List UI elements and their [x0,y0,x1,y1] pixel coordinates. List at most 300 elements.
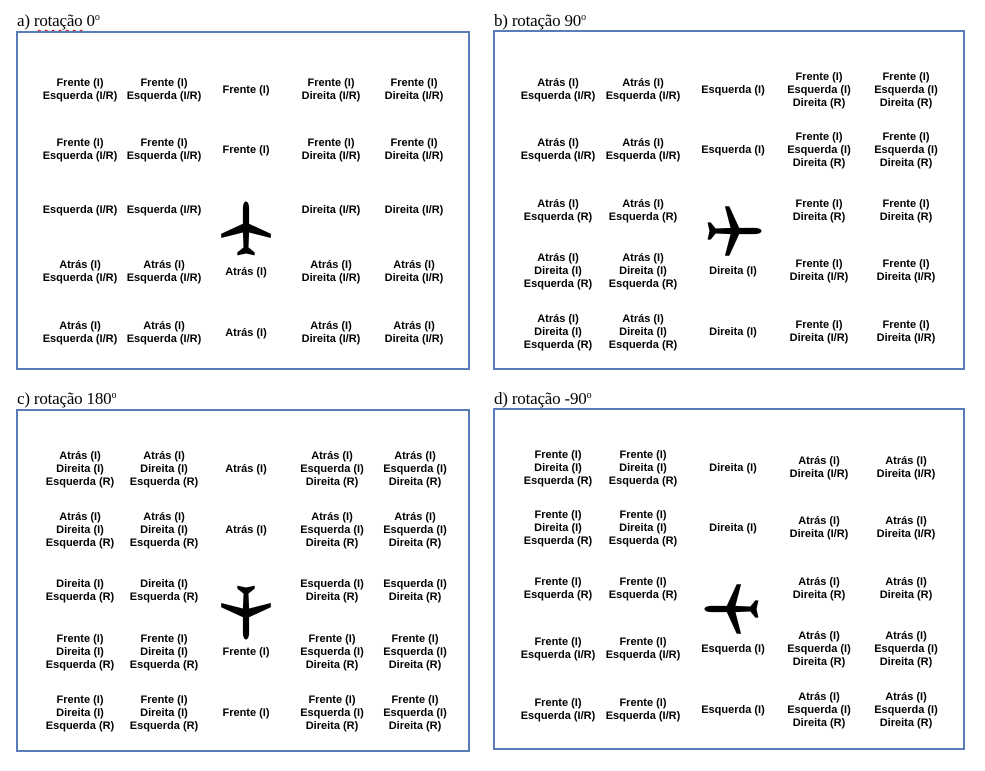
direction-label: Atrás (I) [143,510,185,523]
direction-label: Direita (I) [140,523,188,536]
direction-cell [200,121,292,179]
direction-label: Direita (I) [140,462,188,475]
direction-lines [302,77,361,103]
direction-label: Esquerda (I) [787,642,851,655]
direction-label: Esquerda (I/R) [605,150,681,162]
direction-label: Esquerda (I) [874,143,938,156]
direction-cell [286,562,378,620]
direction-cell [773,182,865,240]
direction-label: Direita (R) [792,211,846,223]
direction-label: Atrás (I) [885,576,927,588]
direction-label: Atrás (I) [143,449,185,462]
caption-value: 90 [560,11,582,30]
direction-lines [790,515,849,541]
direction-label: Direita (R) [792,716,846,729]
direction-label: Esquerda (I) [383,523,447,536]
direction-label: Frente (I) [882,198,930,210]
direction-cell [597,182,689,240]
direction-label: Direita (R) [388,591,442,603]
direction-cell [773,61,865,119]
direction-label: Atrás (I) [885,690,927,703]
direction-label: Frente (I) [619,576,667,588]
direction-cell [687,499,779,557]
direction-label: Frente (I) [795,70,843,83]
direction-cell [34,61,126,119]
direction-cell [860,61,952,119]
direction-cell [200,501,292,559]
direction-lines [127,137,202,163]
direction-cell [285,121,377,179]
direction-label: Atrás (I) [394,510,436,523]
direction-label: Frente (I) [56,77,104,89]
direction-lines [606,636,681,662]
direction-label: Esquerda (R) [608,534,678,547]
direction-cell [286,623,378,681]
direction-label: Atrás (I) [885,455,927,467]
direction-label: Esquerda (I) [874,642,938,655]
direction-lines [606,697,681,723]
direction-cell [285,61,377,119]
direction-label: Esquerda (I) [787,143,851,156]
direction-lines [130,694,198,733]
direction-label: Direita (I/R) [384,272,444,284]
direction-label: Esquerda (R) [129,658,199,671]
direction-label: Direita (I) [140,578,188,590]
direction-cell [286,501,378,559]
panel-a-caption [17,8,100,31]
direction-lines [225,463,267,476]
direction-cell [860,121,952,179]
direction-label: Direita (I) [56,578,104,590]
direction-label: Direita (I) [619,461,667,474]
direction-label: Atrás (I) [143,320,185,332]
direction-label: Frente (I) [222,143,270,156]
direction-label: Esquerda (I/R) [520,649,596,661]
direction-label: Direita (I) [619,264,667,277]
direction-cell [512,681,604,739]
direction-label: Direita (I/R) [789,271,849,283]
degree-mark: o [581,12,586,23]
direction-cell [118,304,210,362]
direction-label: Frente (I) [795,198,843,210]
direction-lines [874,630,938,669]
direction-label: Direita (R) [792,96,846,109]
direction-lines [46,633,114,672]
direction-lines [877,515,936,541]
direction-cell [118,623,210,681]
direction-label: Direita (I) [619,325,667,338]
direction-label: Atrás (I) [537,137,579,149]
direction-label: Frente (I) [307,77,355,89]
direction-cell [597,681,689,739]
direction-lines [524,252,592,291]
direction-label: Frente (I) [534,508,582,521]
degree-mark: o [94,12,100,23]
direction-label: Direita (I/R) [301,203,361,216]
direction-cell [687,681,779,739]
direction-cell [687,439,779,497]
direction-cell [512,499,604,557]
direction-cell [860,439,952,497]
direction-label: Direita (R) [388,475,442,488]
direction-cell [773,681,865,739]
direction-label: Esquerda (I/R) [126,272,202,284]
direction-label: Frente (I) [390,137,438,149]
direction-label: Atrás (I) [311,449,353,462]
direction-label: Frente (I) [140,77,188,89]
direction-cell [200,623,292,681]
direction-lines [225,266,267,279]
direction-label: Direita (R) [305,591,359,603]
direction-label: Atrás (I) [393,259,435,271]
direction-cell [512,303,604,361]
direction-lines [524,576,592,602]
direction-cell [860,499,952,557]
direction-label: Frente (I) [795,130,843,143]
direction-lines [46,511,114,550]
direction-cell [34,304,126,362]
direction-label: Frente (I) [56,693,104,706]
direction-label: Direita (I) [709,325,757,338]
direction-lines [300,694,364,733]
direction-label: Esquerda (R) [608,277,678,290]
direction-lines [130,633,198,672]
direction-label: Direita (R) [792,156,846,169]
direction-lines [790,455,849,481]
direction-label: Esquerda (I/R) [520,150,596,162]
direction-cell [773,303,865,361]
direction-label: Esquerda (R) [608,211,678,223]
direction-lines [130,511,198,550]
direction-label: Direita (I/R) [876,332,936,344]
direction-lines [225,327,267,340]
direction-label: Direita (I) [140,706,188,719]
direction-label: Esquerda (I/R) [520,710,596,722]
direction-lines [609,252,677,291]
direction-label: Direita (I) [709,461,757,474]
direction-label: Frente (I) [56,137,104,149]
direction-cell [512,61,604,119]
degree-mark: o [586,390,592,401]
direction-label: Frente (I) [534,636,582,648]
direction-lines [787,131,851,170]
direction-lines [877,319,936,345]
direction-cell [687,620,779,678]
direction-cell [860,242,952,300]
direction-label: Direita (R) [388,719,442,732]
direction-lines [222,84,269,97]
direction-label: Direita (R) [305,719,359,732]
direction-label: Esquerda (R) [523,277,593,290]
direction-label: Esquerda (R) [129,475,199,488]
direction-lines [524,313,592,352]
direction-label: Esquerda (I/R) [605,649,681,661]
direction-label: Atrás (I) [622,77,664,89]
direction-label: Esquerda (R) [129,536,199,549]
direction-lines [609,509,677,548]
direction-lines [127,259,202,285]
direction-label: Esquerda (I/R) [42,272,118,284]
direction-lines [302,320,361,346]
direction-label: Esquerda (I/R) [126,150,202,162]
direction-label: Frente (I) [882,130,930,143]
direction-label: Direita (I/R) [384,333,444,345]
direction-lines [130,578,198,604]
direction-label: Frente (I) [882,319,930,331]
direction-cell [118,61,210,119]
direction-label: Direita (I/R) [876,528,936,540]
direction-label: Esquerda (I) [300,523,364,536]
panel-c [16,409,470,752]
direction-lines [524,449,592,488]
direction-lines [385,204,444,217]
direction-cell [773,620,865,678]
direction-label: Esquerda (I/R) [42,90,118,102]
direction-lines [383,633,447,672]
direction-label: Frente (I) [222,706,270,719]
direction-cell [34,562,126,620]
direction-label: Frente (I) [391,693,439,706]
caption-prefix: d) [494,389,512,408]
direction-label: Direita (R) [388,536,442,549]
direction-lines [225,524,267,537]
direction-cell [597,121,689,179]
degree-mark: o [111,390,117,401]
direction-lines [874,71,938,110]
direction-label: Frente (I) [534,697,582,709]
direction-lines [385,259,444,285]
direction-cell [34,501,126,559]
direction-cell [368,304,460,362]
direction-lines [222,646,269,659]
direction-cell [860,620,952,678]
direction-label: Atrás (I) [885,629,927,642]
direction-lines [127,77,202,103]
direction-label: Atrás (I) [798,576,840,588]
panel-c-caption [17,386,116,409]
direction-cell [773,499,865,557]
direction-label: Atrás (I) [310,259,352,271]
direction-label: Esquerda (I) [701,143,765,156]
direction-label: Direita (I/R) [876,468,936,480]
direction-label: Direita (I) [140,645,188,658]
direction-label: Direita (I) [56,523,104,536]
direction-lines [302,137,361,163]
direction-label: Frente (I) [619,508,667,521]
direction-lines [222,144,269,157]
direction-cell [285,304,377,362]
direction-lines [302,204,361,217]
direction-label: Direita (R) [792,589,846,601]
direction-label: Direita (I) [534,264,582,277]
direction-label: Esquerda (I/R) [42,203,118,216]
direction-cell [687,303,779,361]
direction-lines [383,450,447,489]
direction-cell [369,684,461,742]
direction-label: Direita (I/R) [301,90,361,102]
direction-label: Atrás (I) [225,326,267,339]
direction-label: Atrás (I) [59,320,101,332]
direction-label: Esquerda (R) [608,589,678,601]
direction-label: Atrás (I) [225,462,267,475]
direction-lines [790,319,849,345]
direction-lines [43,204,118,217]
direction-cell [118,684,210,742]
direction-cell [118,440,210,498]
direction-label: Direita (I) [534,461,582,474]
direction-cell [34,181,126,239]
direction-lines [383,694,447,733]
direction-cell [512,242,604,300]
panel-d-caption [494,386,591,409]
direction-label: Esquerda (R) [523,474,593,487]
direction-cell [368,243,460,301]
direction-lines [793,576,846,602]
direction-cell [200,304,292,362]
direction-cell [597,560,689,618]
direction-lines [524,509,592,548]
direction-label: Atrás (I) [225,265,267,278]
direction-label: Esquerda (R) [523,338,593,351]
direction-label: Atrás (I) [622,198,664,210]
direction-label: Esquerda (I/R) [126,90,202,102]
direction-cell [368,61,460,119]
direction-label: Frente (I) [391,632,439,645]
direction-lines [787,630,851,669]
direction-lines [787,691,851,730]
direction-label: Esquerda (R) [523,211,593,223]
direction-label: Direita (I/R) [384,203,444,216]
direction-lines [521,137,596,163]
direction-label: Esquerda (I/R) [42,333,118,345]
direction-cell [687,242,779,300]
direction-label: Atrás (I) [143,259,185,271]
direction-label: Esquerda (R) [45,475,115,488]
direction-cell [118,562,210,620]
direction-label: Esquerda (I) [874,83,938,96]
direction-label: Frente (I) [795,258,843,270]
direction-cell [286,440,378,498]
direction-label: Direita (I/R) [301,150,361,162]
direction-label: Direita (I/R) [301,272,361,284]
direction-cell [34,623,126,681]
direction-cell [285,181,377,239]
direction-cell [34,121,126,179]
direction-label: Esquerda (I) [383,578,447,590]
panel-b [493,30,965,370]
caption-value: 180 [82,389,112,408]
direction-label: Frente (I) [308,693,356,706]
direction-label: Atrás (I) [622,137,664,149]
direction-label: Esquerda (I/R) [605,90,681,102]
direction-label: Direita (I) [709,521,757,534]
direction-lines [46,694,114,733]
direction-cell [512,439,604,497]
direction-cell [773,121,865,179]
direction-label: Direita (I) [709,264,757,277]
direction-label: Atrás (I) [885,515,927,527]
direction-label: Direita (R) [879,211,933,223]
direction-label: Esquerda (I) [300,645,364,658]
direction-label: Frente (I) [882,70,930,83]
direction-label: Esquerda (R) [129,719,199,732]
direction-label: Frente (I) [882,258,930,270]
direction-cell [285,243,377,301]
direction-lines [43,259,118,285]
direction-label: Frente (I) [140,137,188,149]
direction-label: Direita (I) [534,521,582,534]
direction-label: Esquerda (I) [787,83,851,96]
direction-label: Direita (I) [619,521,667,534]
direction-cell [597,303,689,361]
caption-prefix: a) [17,11,34,30]
direction-lines [43,320,118,346]
direction-label: Atrás (I) [537,198,579,210]
direction-label: Atrás (I) [59,510,101,523]
direction-label: Direita (I) [534,325,582,338]
direction-label: Esquerda (R) [608,474,678,487]
direction-cell [512,121,604,179]
direction-lines [701,144,765,157]
direction-label: Direita (R) [305,658,359,671]
direction-label: Atrás (I) [622,251,664,264]
direction-lines [609,576,677,602]
direction-label: Atrás (I) [798,629,840,642]
direction-label: Atrás (I) [311,510,353,523]
direction-lines [385,137,444,163]
direction-label: Direita (I/R) [384,150,444,162]
direction-label: Direita (R) [879,716,933,729]
direction-lines [46,450,114,489]
direction-cell [369,562,461,620]
direction-label: Esquerda (R) [129,591,199,603]
direction-lines [46,578,114,604]
direction-label: Direita (I/R) [789,332,849,344]
direction-label: Frente (I) [619,697,667,709]
direction-lines [385,77,444,103]
direction-lines [383,578,447,604]
direction-lines [521,636,596,662]
direction-lines [874,691,938,730]
direction-cell [200,440,292,498]
direction-label: Direita (R) [305,536,359,549]
direction-cell [773,439,865,497]
direction-label: Atrás (I) [622,312,664,325]
direction-lines [300,578,364,604]
direction-lines [300,450,364,489]
direction-label: Direita (R) [792,655,846,668]
direction-label: Direita (R) [879,96,933,109]
direction-label: Esquerda (I) [701,642,765,655]
direction-label: Esquerda (I) [383,462,447,475]
direction-label: Direita (I/R) [384,90,444,102]
direction-label: Direita (I) [56,462,104,475]
direction-label: Esquerda (I/R) [42,150,118,162]
direction-label: Direita (I) [56,645,104,658]
direction-lines [790,258,849,284]
direction-cell [687,121,779,179]
direction-label: Atrás (I) [394,449,436,462]
direction-label: Atrás (I) [798,690,840,703]
direction-lines [701,84,765,97]
direction-label: Esquerda (R) [523,534,593,547]
direction-label: Frente (I) [222,645,270,658]
direction-label: Direita (R) [879,156,933,169]
direction-label: Direita (I/R) [789,528,849,540]
direction-label: Esquerda (I) [787,703,851,716]
caption-word: rotação [511,389,561,408]
caption-value: -90 [560,389,587,408]
